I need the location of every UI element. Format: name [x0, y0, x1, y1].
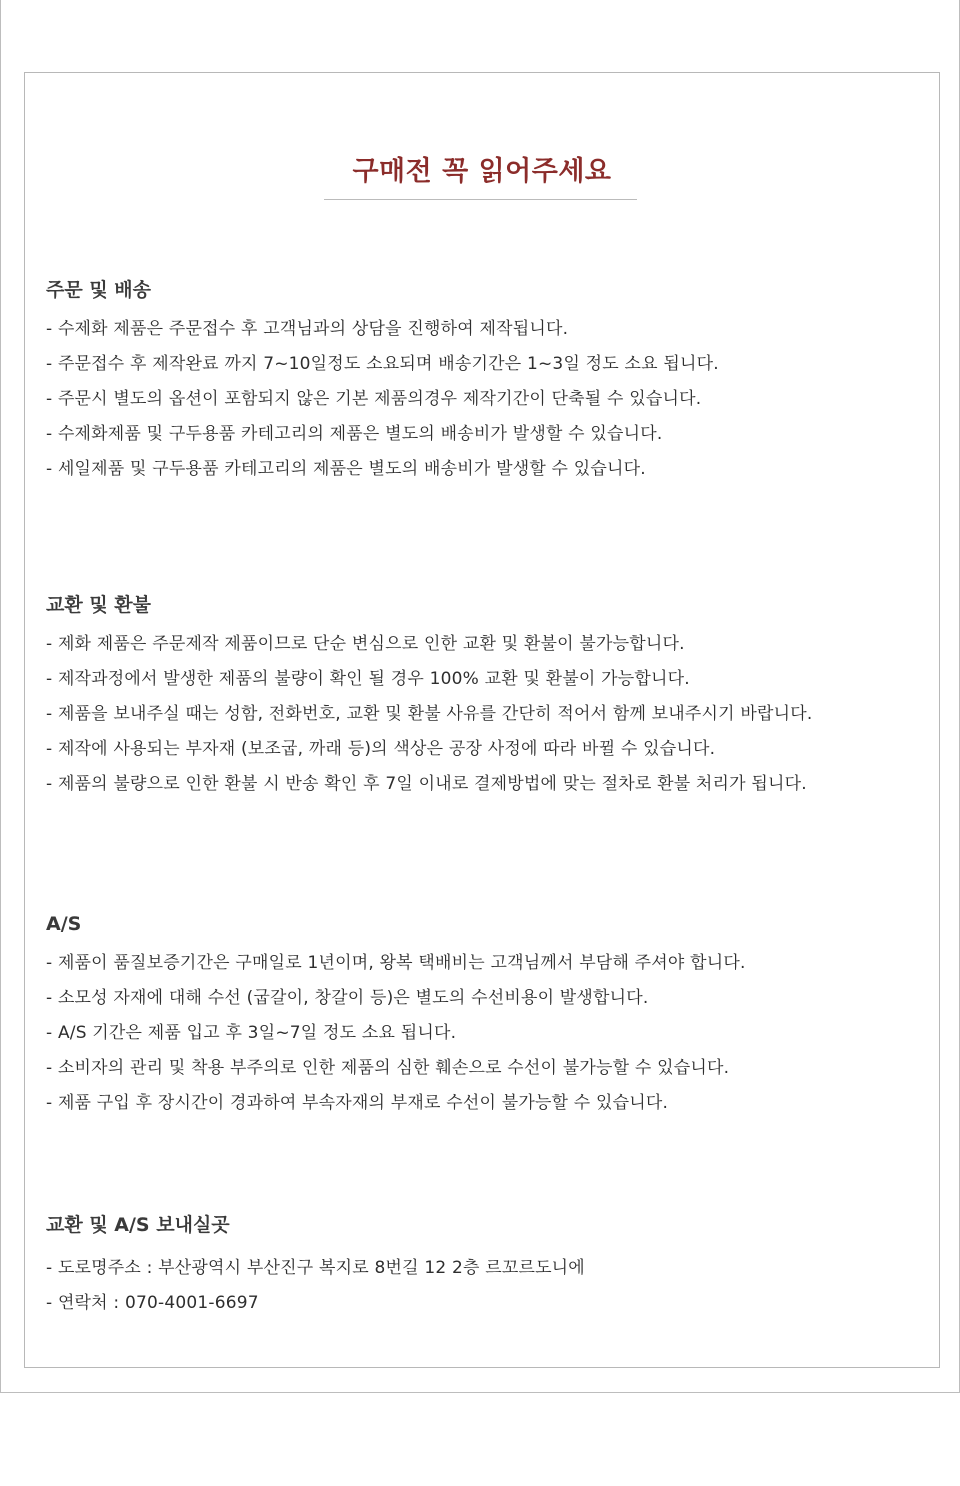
section-return-address: [46, 1213, 936, 1321]
notice-line: - 소모성 자재에 대해 수선 (굽갈이, 창갈이 등)은 별도의 수선비용이 발생합니다.: [46, 988, 649, 1008]
notice-line: - 주문시 별도의 옵션이 포함되지 않은 기본 제품의경우 제작기간이 단축될 수 있습니다.: [46, 389, 702, 409]
section-heading: 교환 및 A/S 보내실곳: [46, 1214, 230, 1236]
notice-line: - 주문접수 후 제작완료 까지 7~10일정도 소요되며 배송기간은 1~3일 정도 소요 됩니다.: [46, 354, 719, 374]
title-divider: [324, 199, 637, 200]
notice-line: - 제작과정에서 발생한 제품의 불량이 확인 될 경우 100% 교환 및 환불이 가능합니다.: [46, 669, 690, 689]
notice-line: - 제품이 품질보증기간은 구매일로 1년이며, 왕복 택배비는 고객님께서 부담해 주셔야 합니다.: [46, 953, 746, 973]
notice-line: - 수제화 제품은 주문접수 후 고객님과의 상담을 진행하여 제작됩니다.: [46, 319, 569, 339]
notice-line: - A/S 기간은 제품 입고 후 3일~7일 정도 소요 됩니다.: [46, 1023, 457, 1043]
notice-line: - 제화 제품은 주문제작 제품이므로 단순 변심으로 인한 교환 및 환불이 불가능합니다.: [46, 634, 685, 654]
section-heading: 교환 및 환불: [46, 594, 151, 616]
section-after-service: [46, 912, 936, 1121]
phone-line: - 연락처 : 070-4001-6697: [46, 1293, 259, 1313]
notice-line: - 세일제품 및 구두용품 카테고리의 제품은 별도의 배송비가 발생할 수 있습니다.: [46, 459, 646, 479]
address-line: - 도로명주소 : 부산광역시 부산진구 복지로 8번길 12 2층 르꼬르도니에: [46, 1258, 585, 1278]
notice-title: 구매전 꼭 읽어주세요: [352, 156, 612, 187]
section-heading: 주문 및 배송: [46, 279, 151, 301]
section-exchange-refund: [46, 593, 936, 802]
notice-line: - 제품의 불량으로 인한 환불 시 반송 확인 후 7일 이내로 결제방법에 맞는 절차로 환불 처리가 됩니다.: [46, 774, 807, 794]
notice-panel: [24, 72, 940, 1368]
section-order-shipping: [46, 278, 936, 487]
section-heading: A/S: [46, 913, 82, 935]
notice-line: - 수제화제품 및 구두용품 카테고리의 제품은 별도의 배송비가 발생할 수 있습니다.: [46, 424, 663, 444]
notice-line: - 소비자의 관리 및 착용 부주의로 인한 제품의 심한 훼손으로 수선이 불가능할 수 있습니다.: [46, 1058, 730, 1078]
notice-line: - 제품을 보내주실 때는 성함, 전화번호, 교환 및 환불 사유를 간단히 적어서 함께 보내주시기 바랍니다.: [46, 704, 813, 724]
notice-line: - 제품 구입 후 장시간이 경과하여 부속자재의 부재로 수선이 불가능할 수 있습니다.: [46, 1093, 669, 1113]
notice-line: - 제작에 사용되는 부자재 (보조굽, 까래 등)의 색상은 공장 사정에 따라 바뀔 수 있습니다.: [46, 739, 716, 759]
